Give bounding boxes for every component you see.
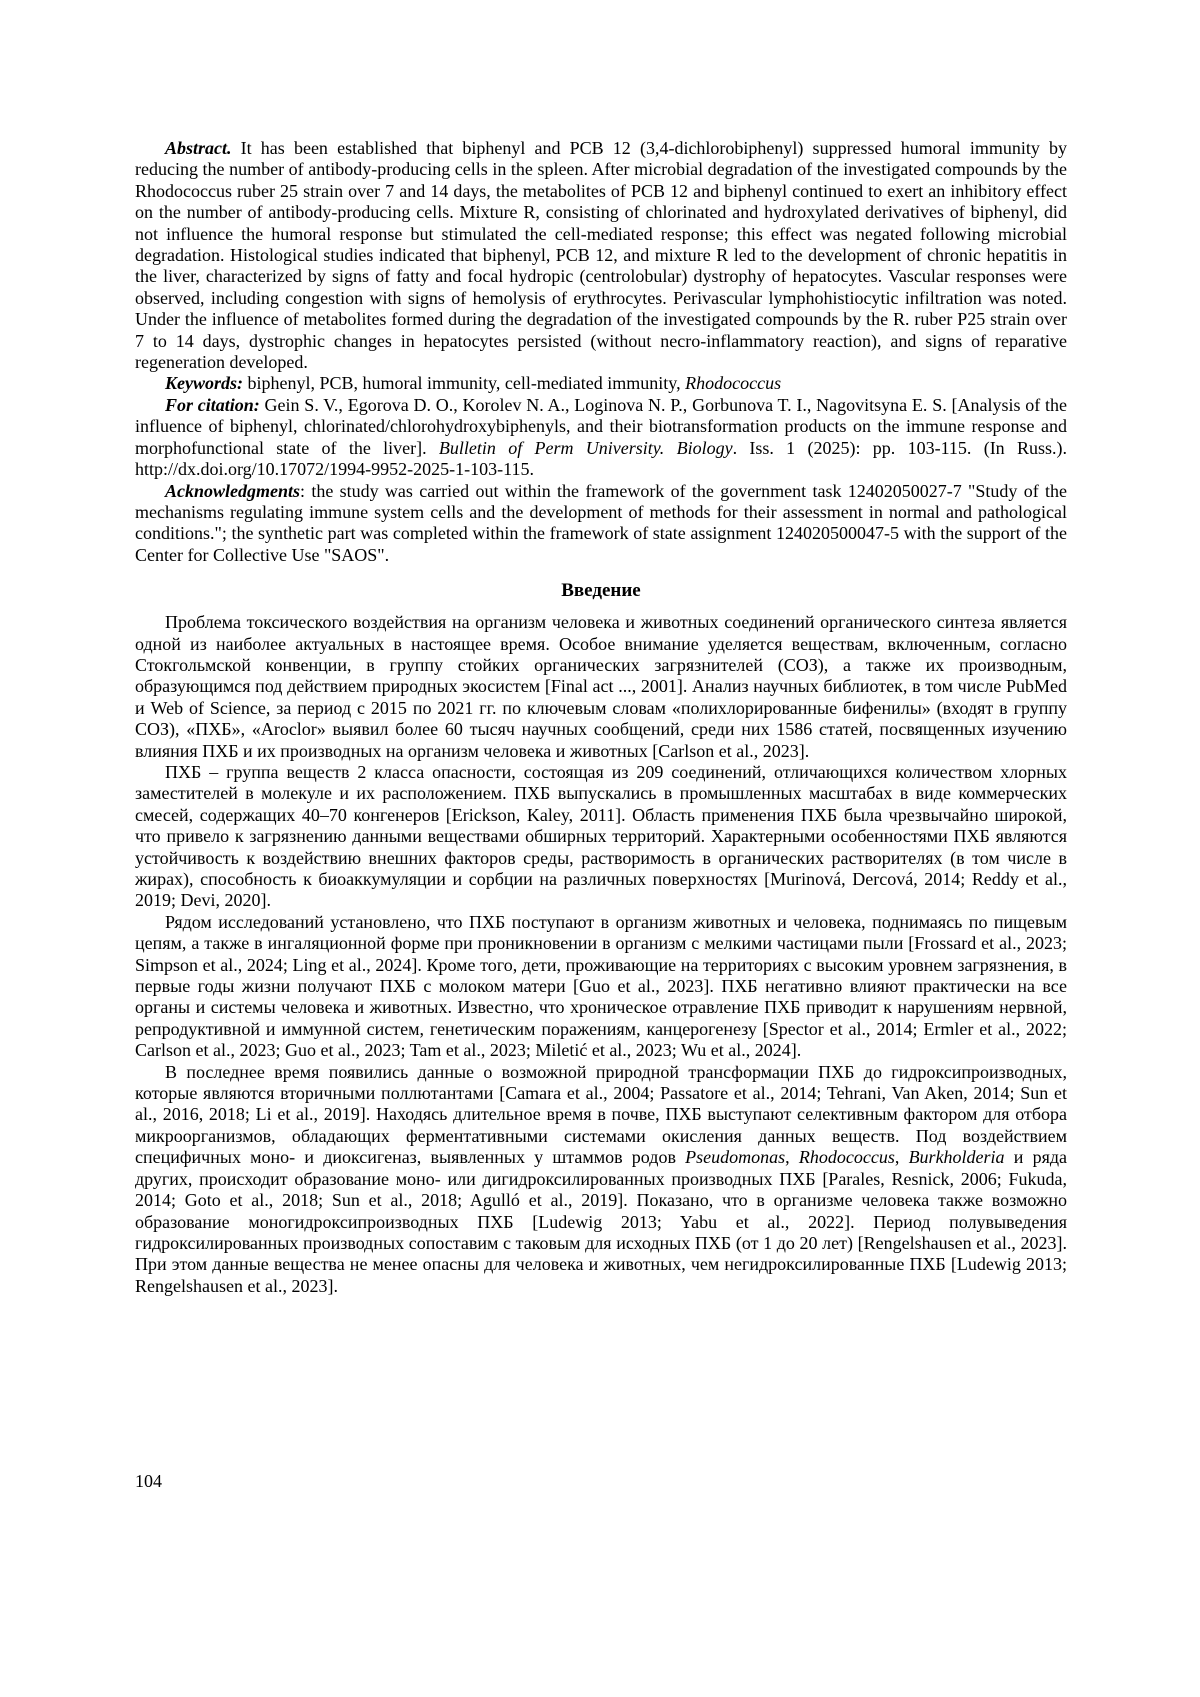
keywords-paragraph: Keywords: biphenyl, PCB, humoral immunity, cell-mediated immunity, Rhodococcus <box>165 373 782 394</box>
abstract-paragraph: Abstract. It has been established that biphenyl and PCB 12 (3,4-dichlorobiphenyl) suppressed humoral immunity by reducing the number of antibody-producing cells in the spleen. After microbial degradation of the investigated compounds by the Rhodococcus ruber 25 strain over 7 and 14 days, the metabolites of PCB 12 and biphenyl continued to exert an inhibitory effect on the number of antibody-producing cells. Mixture R, consisting of chlorinated and hydroxylated derivatives of biphenyl, did not influence the humoral response but stimulated the cell-mediated response; this effect was negated following microbial degradation. Histological studies indicated that biphenyl, PCB 12, and mixture R led to the development of chronic hepatitis in the liver, characterized by signs of fatty and focal hydropic (centrolobular) dystrophy of hepatocytes. Vascular responses were observed, including congestion with signs of hemolysis of erythrocytes. Perivascular lymphohistiocytic infiltration was noted. Under the influence of metabolites formed during the degradation of the investigated compounds by the R. ruber P25 strain over 7 to 14 days, dystrophic changes in hepatocytes persisted (without necro-inflammatory reaction), and signs of reparative regeneration developed. <box>135 138 1067 373</box>
citation-paragraph: For citation: Gein S. V., Egorova D. O., Korolev N. A., Loginova N. P., Gorbunova T. I., Nagovitsyna E. S. [Analysis of the influence of biphenyl, chlorinated/chlorohydroxybiphenyls, and their biotransformation products on the immune response and morphofunctional state of the liver]. Bulletin of Perm University. Biology. Iss. 1 (2025): pp. 103-115. (In Russ.). http://dx.doi.org/10.17072/1994-9952-2025-1-103-115. <box>135 394 1067 480</box>
intro-paragraph-2: ПХБ – группа веществ 2 класса опасности, состоящая из 209 соединений, отличающихся количеством хлорных заместителей в молекуле и их расположением. ПХБ выпускались в промышленных масштабах в виде коммерческих смесей, содержащих 40–70 конгенеров [Erickson, Kaley, 2011]. Область применения ПХБ была чрезвычайно широкой, что привело к загрязнению данными веществами обширных территорий. Характерными особенностями ПХБ являются устойчивость к воздействию внешних факторов среды, растворимость в органических растворителях (в том числе в жирах), способность к биоаккумуляции и сорбции на различных поверхностях [Murinová, Dercová, 2014; Reddy et al., 2019; Devi, 2020]. <box>135 761 1067 911</box>
acknowledgments-paragraph: Acknowledgments: the study was carried out within the framework of the government task 12402050027-7 "Study of the mechanisms regulating immune system cells and the development of methods for their assessment in normal and pathological conditions."; the synthetic part was completed within the framework of state assignment 124020500047-5 with the support of the Center for Collective Use "SAOS". <box>135 480 1067 565</box>
section-heading-introduction: Введение <box>561 580 641 602</box>
intro-paragraph-3: Рядом исследований установлено, что ПХБ поступают в организм животных и человека, поднимаясь по пищевым цепям, а также в ингаляционной форме при проникновении в организм с мелкими частицами пыли [Frossard et al., 2023; Simpson et al., 2024; Ling et al., 2024]. Кроме того, дети, проживающие на территориях с высоким уровнем загрязнения, в первые годы жизни получают ПХБ с молоком матери [Guo et al., 2023]. ПХБ негативно влияют практически на все органы и системы человека и животных. Известно, что хроническое отравление ПХБ приводит к нарушениям нервной, репродуктивной и иммунной систем, генетическим поражениям, канцерогенезу [Spector et al., 2014; Ermler et al., 2022; Carlson et al., 2023; Guo et al., 2023; Tam et al., 2023; Miletić et al., 2023; Wu et al., 2024]. <box>135 911 1067 1061</box>
page-number: 104 <box>135 1470 162 1491</box>
intro-paragraph-4: В последнее время появились данные о возможной природной трансформации ПХБ до гидроксипроизводных, которые являются вторичными поллютантами [Camara et al., 2004; Passatore et al., 2014; Tehrani, Van Aken, 2014; Sun et al., 2016, 2018; Li et al., 2019]. Находясь длительное время в почве, ПХБ выступают селективным фактором для отбора микроорганизмов, обладающих ферментативными системами окисления данных веществ. Под воздействием специфичных моно- и диоксигеназ, выявленных у штаммов родов Pseudomonas, Rhodococcus, Burkholderia и ряда других, происходит образование моно- или дигидроксилированных производных ПХБ [Parales, Resnick, 2006; Fukuda, 2014; Goto et al., 2018; Sun et al., 2018; Agulló et al., 2019]. Показано, что в организме человека также возможно образование моногидроксипроизводных ПХБ [Ludewig 2013; Yabu et al., 2022]. Период полувыведения гидроксилированных производных сопоставим с таковым для исходных ПХБ (от 1 до 20 лет) [Rengelshausen et al., 2023]. При этом данные вещества не менее опасны для человека и животных, чем негидроксилированные ПХБ [Ludewig 2013; Rengelshausen et al., 2023]. <box>135 1061 1068 1296</box>
intro-paragraph-1: Проблема токсического воздействия на организм человека и животных соединений органического синтеза является одной из наиболее актуальных в настоящее время. Особое внимание уделяется веществам, включенным, согласно Стокгольмской конвенции, в группу стойких органических загрязнителей (СОЗ), а также их производным, образующимся под действием природных экосистем [Final act ..., 2001]. Анализ научных библиотек, в том числе PubMed и Web of Science, за период с 2015 по 2021 гг. по ключевым словам «полихлорированные бифенилы» (входят в группу СОЗ), «ПХБ», «Aroclor» выявил более 60 тысяч научных сообщений, среди них 1586 статей, посвященных изучению влияния ПХБ и их производных на организм человека и животных [Carlson et al., 2023]. <box>135 612 1067 761</box>
